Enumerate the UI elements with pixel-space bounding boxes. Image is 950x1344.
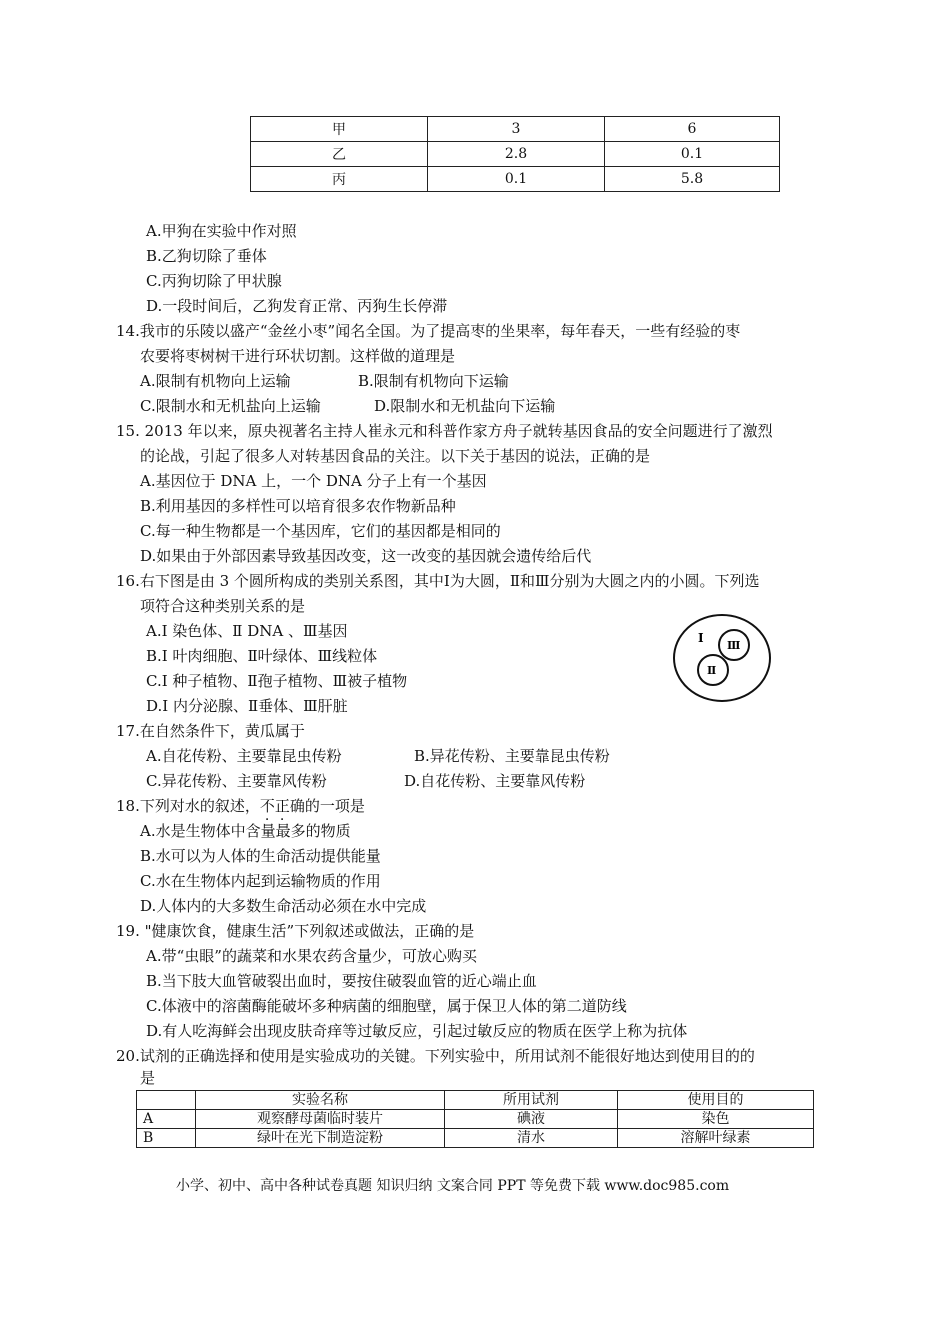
q16-stem-line1: 16.右下图是由 3 个圆所构成的类别关系图，其中Ⅰ为大圆，Ⅱ和Ⅲ分别为大圆之内的小圆。下列选 <box>116 572 760 590</box>
q18-stem <box>116 795 365 817</box>
q15-stem-line2: 的论战，引起了很多人对转基因食品的关注。以下关于基因的说法，正确的是 <box>140 447 651 465</box>
q19-option-c: C.体液中的溶菌酶能破坏多种病菌的细胞壁，属于保卫人体的第二道防线 <box>146 997 627 1015</box>
q15-option-c: C.每一种生物都是一个基因库，它们的基因都是相同的 <box>140 522 501 540</box>
table-row <box>137 1129 814 1148</box>
reagent-table <box>136 1090 814 1148</box>
q17-option-d: D.自花传粉、主要靠风传粉 <box>404 772 586 790</box>
q20-stem-line1: 20.试剂的正确选择和使用是实验成功的关键。下列实验中，所用试剂不能很好地达到使用目的的 <box>116 1047 755 1065</box>
q19-stem: 19. "健康饮食，健康生活”下列叙述或做法，正确的是 <box>116 922 475 940</box>
q17-option-b: B.异花传粉、主要靠昆虫传粉 <box>414 747 610 765</box>
q16-option-a: A.Ⅰ 染色体、Ⅱ DNA 、Ⅲ基因 <box>146 622 348 640</box>
q18-stem-mid: 确 <box>289 797 305 815</box>
table-row <box>251 142 780 167</box>
q19-option-b: B.当下肢大血管破裂出血时，要按住破裂血管的近心端止血 <box>146 972 537 990</box>
q18-emphasis-2: 正 <box>274 797 290 815</box>
circle-label-large: Ⅰ <box>698 631 704 645</box>
q16-option-c: C.Ⅰ 种子植物、Ⅱ孢子植物、Ⅲ被子植物 <box>146 672 408 690</box>
q17-stem: 17.在自然条件下，黄瓜属于 <box>116 722 305 740</box>
q13-option-a: A.甲狗在实验中作对照 <box>146 222 297 240</box>
table-header-cell <box>137 1091 196 1110</box>
q14-option-d: D.限制水和无机盐向下运输 <box>374 397 556 415</box>
circle-label-small-top: Ⅲ <box>727 639 741 652</box>
q16-stem-line2: 项符合这种类别关系的是 <box>140 597 306 615</box>
table-row <box>251 117 780 142</box>
q15-option-a: A.基因位于 DNA 上，一个 DNA 分子上有一个基因 <box>140 472 487 490</box>
page-footer: 小学、初中、高中各种试卷真题 知识归纳 文案合同 PPT 等免费下载 www.doc985.com <box>176 1178 730 1194</box>
q18-option-c: C.水在生物体内起到运输物质的作用 <box>140 872 381 890</box>
table-cell: 乙 <box>251 142 428 167</box>
q18-stem-pre: 18.下列对水的叙述， <box>116 797 260 815</box>
q18-option-b: B.水可以为人体的生命活动提供能量 <box>140 847 381 865</box>
q14-option-c: C.限制水和无机盐向上运输 <box>140 397 321 415</box>
q15-option-d: D.如果由于外部因素导致基因改变，这一改变的基因就会遗传给后代 <box>140 547 592 565</box>
table-header-cell: 使用目的 <box>618 1091 814 1110</box>
table-cell: A <box>137 1110 196 1129</box>
table-header-row <box>137 1091 814 1110</box>
table-cell: 甲 <box>251 117 428 142</box>
table-cell: 5.8 <box>605 167 780 192</box>
table-cell: 丙 <box>251 167 428 192</box>
table-header-cell: 所用试剂 <box>445 1091 618 1110</box>
table-cell: 染色 <box>618 1110 814 1129</box>
q16-option-d: D.Ⅰ 内分泌腺、Ⅱ垂体、Ⅲ肝脏 <box>146 697 348 715</box>
table-cell: 0.1 <box>605 142 780 167</box>
table-cell: 绿叶在光下制造淀粉 <box>196 1129 445 1148</box>
q18-emphasis-1: 不 <box>259 797 275 815</box>
table-cell: 溶解叶绿素 <box>618 1129 814 1148</box>
q13-option-b: B.乙狗切除了垂体 <box>146 247 267 265</box>
q14-stem-line1: 14.我市的乐陵以盛产“金丝小枣”闻名全国。为了提高枣的坐果率，每年春天，一些有经验的枣 <box>116 322 741 340</box>
q17-option-c: C.异花传粉、主要靠风传粉 <box>146 772 327 790</box>
table-cell: 观察酵母菌临时装片 <box>196 1110 445 1129</box>
table-header-cell: 实验名称 <box>196 1091 445 1110</box>
q14-option-b: B.限制有机物向下运输 <box>358 372 509 390</box>
q18-option-d: D.人体内的大多数生命活动必须在水中完成 <box>140 897 427 915</box>
table-cell: B <box>137 1129 196 1148</box>
table-cell: 3 <box>428 117 605 142</box>
q14-stem-line2: 农要将枣树树干进行环状切割。这样做的道理是 <box>140 347 456 365</box>
q14-option-a: A.限制有机物向上运输 <box>140 372 291 390</box>
table-cell: 2.8 <box>428 142 605 167</box>
q15-option-b: B.利用基因的多样性可以培育很多农作物新品种 <box>140 497 456 515</box>
q13-option-d: D.一段时间后，乙狗发育正常、丙狗生长停滞 <box>146 297 448 315</box>
table-cell: 碘液 <box>445 1110 618 1129</box>
q20-stem-line2: 是 <box>140 1069 156 1087</box>
q15-stem-line1: 15. 2013 年以来，原央视著名主持人崔永元和科普作家方舟子就转基因食品的安全问题进行了激烈 <box>116 422 773 440</box>
q17-option-a: A.自花传粉、主要靠昆虫传粉 <box>146 747 342 765</box>
q16-option-b: B.Ⅰ 叶肉细胞、Ⅱ叶绿体、Ⅲ线粒体 <box>146 647 378 665</box>
table-row <box>137 1110 814 1129</box>
table-row <box>251 167 780 192</box>
table-cell: 0.1 <box>428 167 605 192</box>
q19-option-a: A.带“虫眼”的蔬菜和水果农药含量少，可放心购买 <box>146 947 477 965</box>
q13-option-c: C.丙狗切除了甲状腺 <box>146 272 282 290</box>
circle-label-small-bottom: Ⅱ <box>707 664 717 677</box>
table-cell: 6 <box>605 117 780 142</box>
q18-option-a: A.水是生物体中含量最多的物质 <box>140 822 351 840</box>
table-cell: 清水 <box>445 1129 618 1148</box>
venn-diagram <box>672 612 772 704</box>
results-table <box>250 116 780 192</box>
q18-stem-post: 的一项是 <box>304 797 365 815</box>
q19-option-d: D.有人吃海鲜会出现皮肤奇痒等过敏反应，引起过敏反应的物质在医学上称为抗体 <box>146 1022 688 1040</box>
